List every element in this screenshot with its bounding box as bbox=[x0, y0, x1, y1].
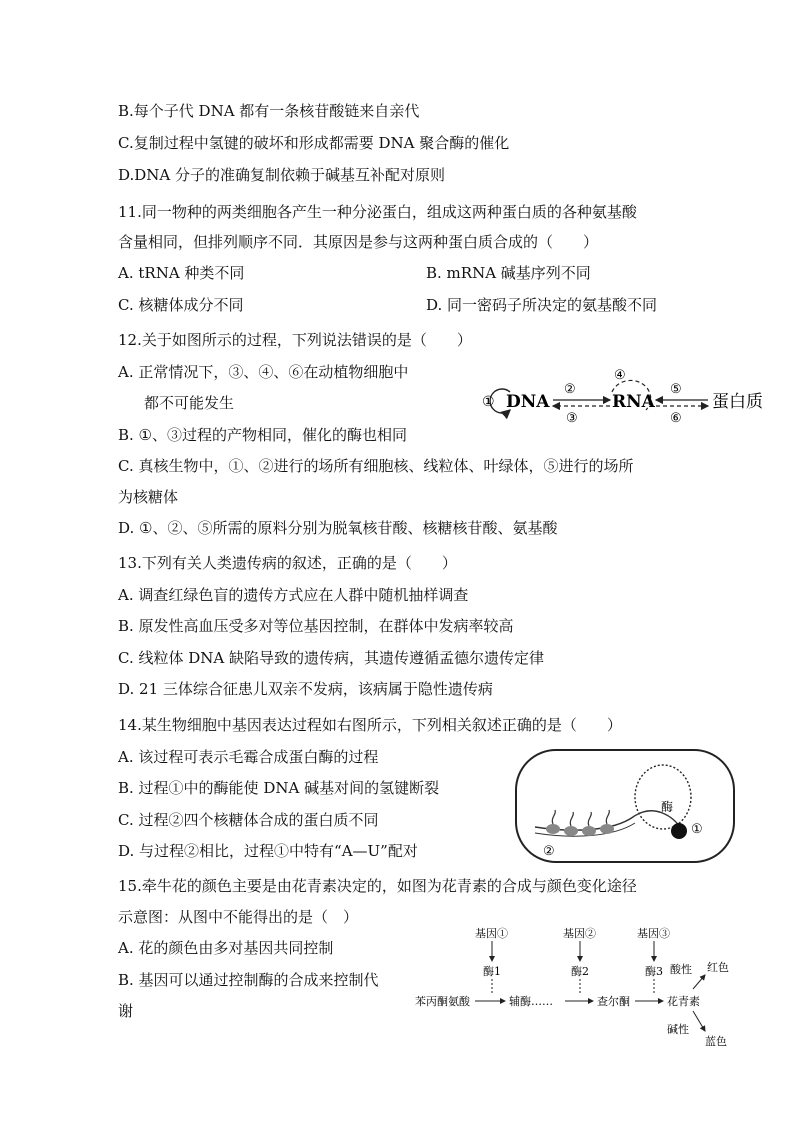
central-dogma-diagram bbox=[480, 366, 780, 426]
q13-stem: 13.下列有关人类遗传病的叙述，正确的是（ ） bbox=[118, 554, 457, 572]
gene2-label: 基因② bbox=[563, 927, 596, 940]
label-2: ② bbox=[543, 844, 555, 859]
q13-option-a: A. 调查红绿色盲的遗传方式应在人群中随机抽样调查 bbox=[118, 586, 469, 604]
label-1: ① bbox=[482, 394, 495, 410]
q14-option-c: C. 过程②四个核糖体合成的蛋白质不同 bbox=[118, 811, 379, 829]
enzyme-label: 酶 bbox=[661, 800, 674, 814]
q15-stem-line2: 示意图：从图中不能得出的是（ ） bbox=[118, 908, 359, 926]
blue-label: 蓝色 bbox=[705, 1035, 727, 1048]
ribosome bbox=[564, 826, 578, 836]
q13-option-d: D. 21 三体综合征患儿双亲不发病，该病属于隐性遗传病 bbox=[118, 680, 493, 698]
gene-expression-cell-diagram bbox=[513, 747, 738, 867]
q15-stem-line1: 15.牵牛花的颜色主要是由花青素决定的，如图为花青素的合成与颜色变化途径 bbox=[118, 877, 637, 895]
q14-stem: 14.某生物细胞中基因表达过程如右图所示，下列相关叙述正确的是（ ） bbox=[118, 716, 622, 734]
q13-option-c: C. 线粒体 DNA 缺陷导致的遗传病，其遗传遵循孟德尔遗传定律 bbox=[118, 649, 545, 667]
gene1-label: 基因① bbox=[475, 927, 508, 940]
q15-option-b-line2: 谢 bbox=[118, 1002, 134, 1020]
red-label: 红色 bbox=[707, 961, 729, 974]
acidic-label: 酸性 bbox=[670, 963, 692, 976]
anthocyanin-pathway-diagram bbox=[415, 925, 735, 1050]
q13-option-b: B. 原发性高血压受多对等位基因控制，在群体中发病率较高 bbox=[118, 617, 514, 635]
q11-option-c: C. 核糖体成分不同 bbox=[118, 296, 244, 314]
substrate-chalcone: 查尔酮 bbox=[597, 995, 630, 1008]
q12-option-b: B. ①、③过程的产物相同，催化的酶也相同 bbox=[118, 426, 408, 444]
label-1: ① bbox=[691, 822, 703, 837]
q12-option-c-line1: C. 真核生物中，①、②进行的场所有细胞核、线粒体、叶绿体，⑤进行的场所 bbox=[118, 457, 634, 475]
label-3: ③ bbox=[566, 411, 578, 426]
q11-stem-line1: 11.同一物种的两类细胞各产生一种分泌蛋白，组成这两种蛋白质的各种氨基酸 bbox=[118, 203, 637, 221]
rna-label: RNA bbox=[612, 392, 655, 412]
q11-option-b: B. mRNA 碱基序列不同 bbox=[426, 264, 591, 282]
q14-option-b: B. 过程①中的酶能使 DNA 碱基对间的氢键断裂 bbox=[118, 779, 440, 797]
dna-label: DNA bbox=[506, 392, 550, 412]
ribosome bbox=[600, 824, 614, 834]
protein-label: 蛋白质 bbox=[712, 392, 763, 412]
label-4: ④ bbox=[614, 368, 626, 383]
q10-option-d: D.DNA 分子的准确复制依赖于碱基互补配对原则 bbox=[118, 166, 446, 184]
substrate-phenylalanine: 苯丙酮氨酸 bbox=[415, 995, 470, 1008]
q12-option-a-line2: 都不可能发生 bbox=[144, 394, 235, 412]
q15-option-a: A. 花的颜色由多对基因共同控制 bbox=[118, 939, 334, 957]
enzyme2-label: 酶2 bbox=[571, 965, 589, 978]
enzyme1-label: 酶1 bbox=[483, 965, 501, 978]
label-2: ② bbox=[564, 382, 576, 397]
q14-option-a: A. 该过程可表示毛霉合成蛋白酶的过程 bbox=[118, 748, 379, 766]
basic-label: 碱性 bbox=[667, 1023, 689, 1036]
q14-option-d: D. 与过程②相比，过程①中特有“A—U”配对 bbox=[118, 842, 418, 860]
q12-stem: 12.关于如图所示的过程，下列说法错误的是（ ） bbox=[118, 331, 472, 349]
ribosome bbox=[582, 826, 596, 836]
substrate-coenzyme: 辅酶…… bbox=[509, 995, 553, 1008]
label-6: ⑥ bbox=[670, 411, 682, 426]
q12-option-a-line1: A. 正常情况下，③、④、⑥在动植物细胞中 bbox=[118, 363, 409, 381]
gene3-label: 基因③ bbox=[637, 927, 670, 940]
q10-option-c: C.复制过程中氢键的破坏和形成都需要 DNA 聚合酶的催化 bbox=[118, 134, 510, 152]
q11-option-a: A. tRNA 种类不同 bbox=[118, 264, 245, 282]
q11-option-d: D. 同一密码子所决定的氨基酸不同 bbox=[426, 296, 658, 314]
enzyme3-label: 酶3 bbox=[645, 965, 663, 978]
anthocyanin-label: 花青素 bbox=[667, 995, 700, 1008]
q15-option-b-line1: B. 基因可以通过控制酶的合成来控制代 bbox=[118, 971, 379, 989]
ribosome bbox=[546, 824, 560, 834]
q12-option-d: D. ①、②、⑤所需的原料分别为脱氧核苷酸、核糖核苷酸、氨基酸 bbox=[118, 519, 558, 537]
q11-stem-line2: 含量相同，但排列顺序不同．其原因是参与这两种蛋白质合成的（ ） bbox=[118, 233, 599, 251]
q10-option-b: B.每个子代 DNA 都有一条核苷酸链来自亲代 bbox=[118, 102, 420, 120]
q12-option-c-line2: 为核糖体 bbox=[118, 488, 179, 506]
rna-polymerase bbox=[671, 823, 687, 839]
label-5: ⑤ bbox=[670, 382, 682, 397]
